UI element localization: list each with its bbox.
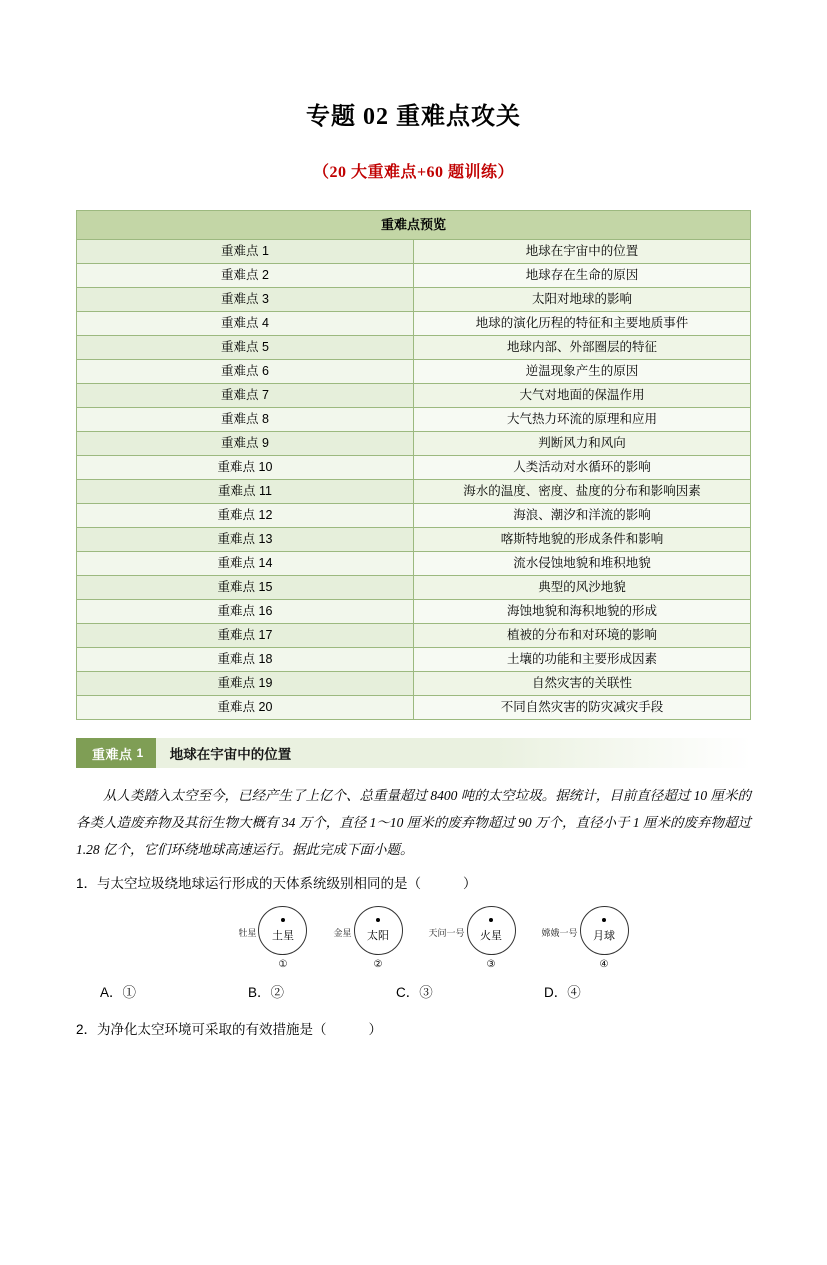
table-cell-topic: 太阳对地球的影响 (414, 288, 751, 312)
table-row (77, 288, 751, 312)
table-cell-topic: 海水的温度、密度、盐度的分布和影响因素 (414, 480, 751, 504)
orbiting-body-dot-icon (602, 918, 606, 922)
question-1-tail: ） (463, 876, 477, 891)
table-cell-topic: 土壤的功能和主要形成因素 (414, 648, 751, 672)
table-cell-index: 重难点 2 (77, 264, 414, 288)
planet-side-label: 牡星 (238, 927, 257, 938)
table-cell-topic: 大气热力环流的原理和应用 (414, 408, 751, 432)
table-cell-topic: 逆温现象产生的原因 (414, 360, 751, 384)
overview-table (76, 210, 751, 720)
planet-circle (467, 906, 516, 970)
table-cell-index: 重难点 8 (77, 408, 414, 432)
table-cell-topic: 人类活动对水循环的影响 (414, 456, 751, 480)
overview-table-header: 重难点预览 (77, 211, 751, 240)
page-subtitle: （20 大重难点+60 题训练） (312, 164, 515, 181)
planet-side-label: 天问一号 (428, 927, 465, 938)
table-row (77, 360, 751, 384)
table-row (77, 264, 751, 288)
table-row (77, 528, 751, 552)
section-title: 地球在宇宙中的位置 (169, 747, 292, 762)
planet-circle (258, 906, 307, 970)
passage-text: 从人类踏入太空至今，已经产生了上亿个、总重量超过 8400 吨的太空垃圾。据统计，目前直径超过 10 厘米的各类人造废弃物及其衍生物大概有 34 万个，直径 1～10 厘米的废弃物超过 90 万个，直径小于 1 厘米的废弃物超过 1.28 亿个，它们环绕地球高速运行。据此完成下面小题。 (76, 788, 751, 857)
question-1-number: 1． (76, 876, 98, 891)
table-cell-index: 重难点 20 (77, 696, 414, 720)
table-cell-index: 重难点 14 (77, 552, 414, 576)
table-cell-index: 重难点 17 (77, 624, 414, 648)
table-cell-topic: 不同自然灾害的防灾减灾手段 (414, 696, 751, 720)
table-cell-index: 重难点 6 (77, 360, 414, 384)
planet-number: ② (373, 958, 383, 970)
table-cell-index: 重难点 13 (77, 528, 414, 552)
table-cell-topic: 地球内部、外部圈层的特征 (414, 336, 751, 360)
planet-number: ④ (599, 958, 609, 970)
planet-side-label: 嫦娥一号 (541, 927, 578, 938)
table-cell-topic: 海浪、潮汐和洋流的影响 (414, 504, 751, 528)
table-cell-topic: 植被的分布和对环境的影响 (414, 624, 751, 648)
table-cell-topic: 地球存在生命的原因 (414, 264, 751, 288)
table-row (77, 696, 751, 720)
planet-group (428, 906, 516, 970)
table-cell-index: 重难点 12 (77, 504, 414, 528)
orbiting-body-dot-icon (281, 918, 285, 922)
table-row (77, 672, 751, 696)
planet-name: 月球 (593, 929, 616, 942)
question-1-text: 与太空垃圾绕地球运行形成的天体系统级别相同的是（ (97, 876, 422, 891)
table-row (77, 456, 751, 480)
table-cell-index: 重难点 5 (77, 336, 414, 360)
table-row (77, 384, 751, 408)
table-cell-topic: 判断风力和风向 (414, 432, 751, 456)
table-row (77, 408, 751, 432)
planet-name: 土星 (271, 929, 294, 942)
table-cell-topic: 流水侵蚀地貌和堆积地貌 (414, 552, 751, 576)
table-cell-topic: 典型的风沙地貌 (414, 576, 751, 600)
table-cell-topic: 自然灾害的关联性 (414, 672, 751, 696)
table-cell-index: 重难点 4 (77, 312, 414, 336)
question-2-tail: ） (368, 1021, 383, 1037)
orbiting-body-dot-icon (489, 918, 493, 922)
table-cell-index: 重难点 15 (77, 576, 414, 600)
planets-diagram (76, 906, 751, 970)
answer-option[interactable]: D．④ (544, 984, 581, 1000)
table-cell-index: 重难点 7 (77, 384, 414, 408)
answer-option[interactable]: C．③ (396, 984, 433, 1000)
planet-number: ① (278, 958, 288, 970)
planet-name: 火星 (480, 929, 503, 942)
section-tag (76, 738, 156, 768)
planet-group (333, 906, 402, 970)
answer-options (76, 981, 751, 1001)
document-page (0, 96, 827, 1265)
table-cell-topic: 喀斯特地貌的形成条件和影响 (414, 528, 751, 552)
planet-number: ③ (486, 958, 496, 970)
table-cell-index: 重难点 9 (77, 432, 414, 456)
table-cell-index: 重难点 16 (77, 600, 414, 624)
answer-option[interactable]: A．① (100, 984, 137, 1000)
question-1 (76, 873, 751, 896)
table-row (77, 480, 751, 504)
table-cell-index: 重难点 3 (77, 288, 414, 312)
table-row (77, 648, 751, 672)
section-tag-number: 1 (136, 746, 144, 760)
table-row (77, 552, 751, 576)
table-cell-index: 重难点 11 (77, 480, 414, 504)
section-tag-label: 重难点 (92, 746, 133, 762)
table-cell-topic: 地球在宇宙中的位置 (414, 240, 751, 264)
table-cell-topic: 海蚀地貌和海积地貌的形成 (414, 600, 751, 624)
orbiting-body-dot-icon (376, 918, 380, 922)
table-cell-index: 重难点 18 (77, 648, 414, 672)
section-heading (76, 738, 751, 768)
table-row (77, 624, 751, 648)
page-title: 专题 02 重难点攻关 (306, 104, 521, 130)
planet-circle (354, 906, 403, 970)
table-cell-index: 重难点 10 (77, 456, 414, 480)
planet-group (238, 906, 307, 970)
planet-side-label: 金星 (333, 927, 352, 938)
question-2-text: 为净化太空环境可采取的有效措施是（ (97, 1021, 327, 1037)
table-row (77, 432, 751, 456)
table-cell-topic: 大气对地面的保温作用 (414, 384, 751, 408)
planet-circle (580, 906, 629, 970)
table-row (77, 312, 751, 336)
table-cell-index: 重难点 19 (77, 672, 414, 696)
question-2 (76, 1019, 751, 1042)
table-row (77, 240, 751, 264)
answer-option[interactable]: B．② (248, 984, 285, 1000)
planet-group (541, 906, 629, 970)
table-cell-index: 重难点 1 (77, 240, 414, 264)
table-cell-topic: 地球的演化历程的特征和主要地质事件 (414, 312, 751, 336)
question-2-number: 2． (76, 1021, 98, 1037)
table-row (77, 504, 751, 528)
table-row (77, 600, 751, 624)
table-row (77, 576, 751, 600)
table-row (77, 336, 751, 360)
planet-name: 太阳 (367, 929, 389, 942)
